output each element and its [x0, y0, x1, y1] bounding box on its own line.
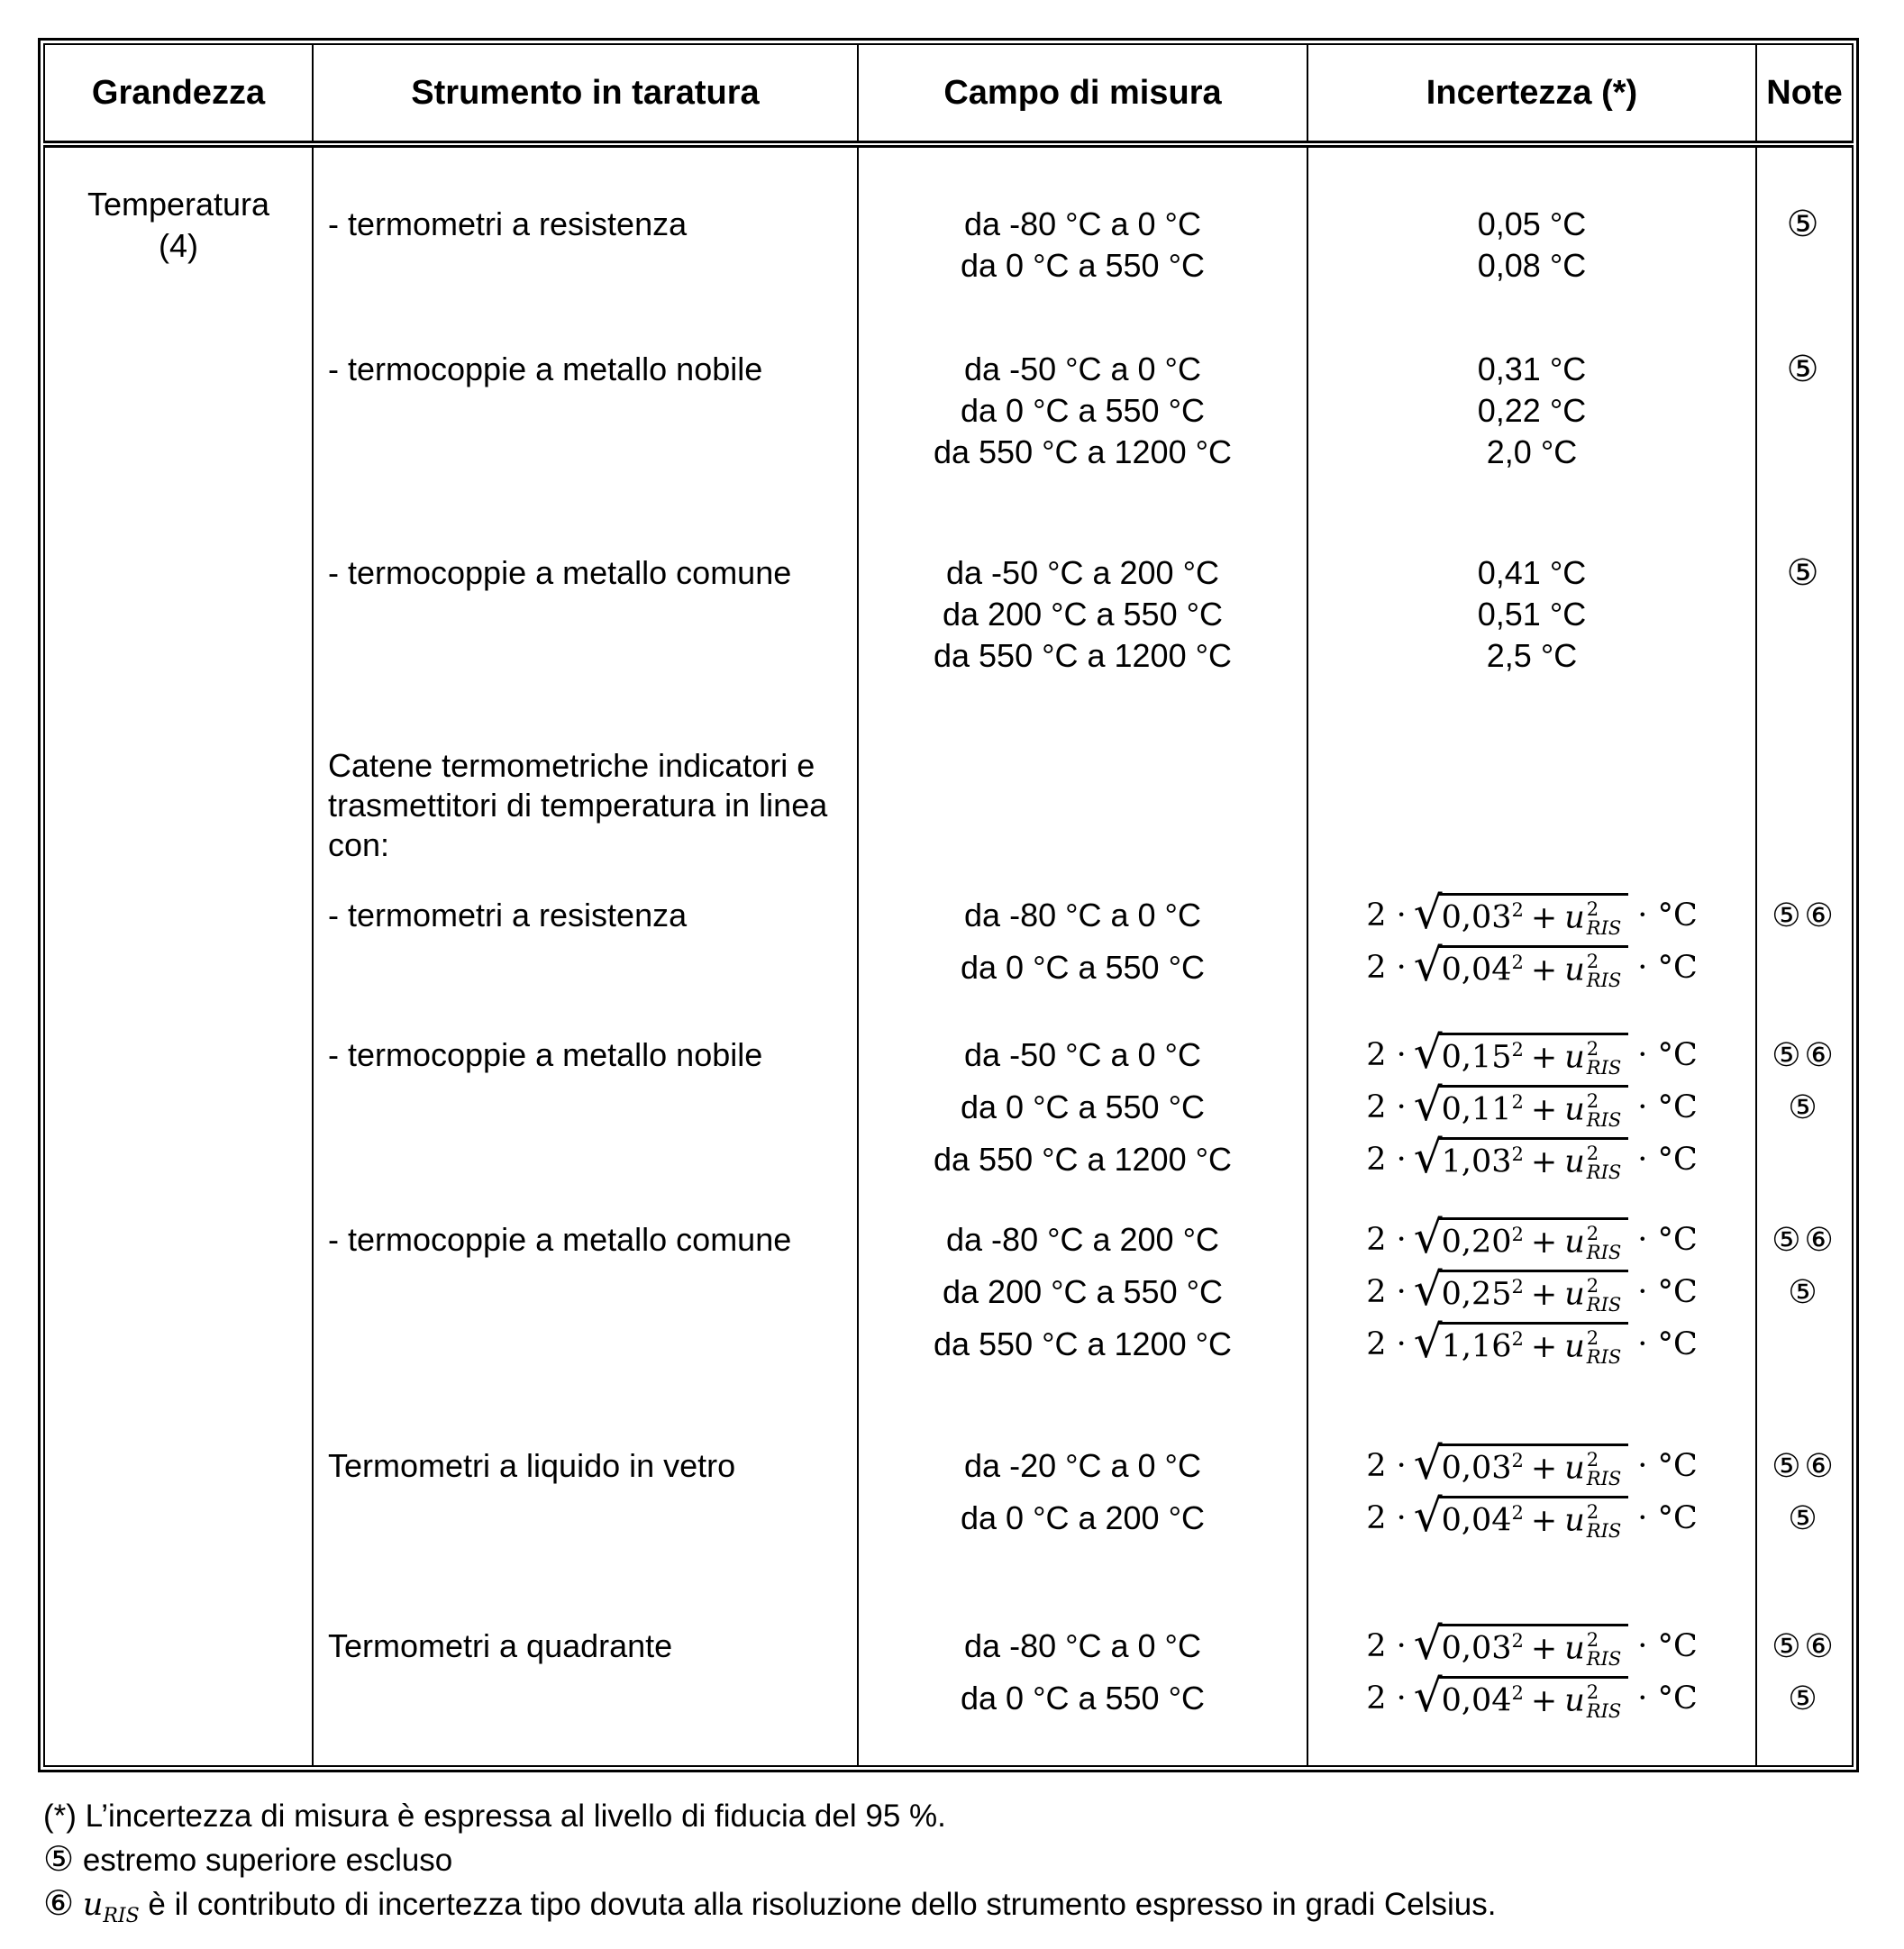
campo-cell — [858, 1212, 1307, 1433]
row-termometri-quadrante — [44, 1613, 1853, 1766]
note-badge: ⑤⑥ — [1772, 1221, 1837, 1258]
note-badge — [1757, 942, 1852, 994]
strumento-cell — [313, 888, 858, 1027]
note-cell — [1756, 347, 1853, 545]
grandezza-ref: (4) — [159, 227, 198, 264]
footnote-6-u-subscript: RIS — [103, 1905, 140, 1927]
note-cell — [1756, 739, 1853, 888]
formula-u-scripts — [1587, 900, 1622, 938]
formula-plus: + — [1530, 1630, 1558, 1667]
radical-sign: √ — [1413, 1617, 1443, 1670]
instrument-label: - termometri a resistenza — [328, 205, 688, 242]
formula-plus: + — [1530, 1091, 1558, 1128]
header-campo: Campo di misura — [858, 44, 1307, 144]
formula-u-exponent: 2 — [1586, 1143, 1599, 1165]
row-catene-termocoppie-nobile — [44, 1027, 1853, 1212]
uncertainty-formula — [1308, 1315, 1755, 1371]
incertezza-cell — [1307, 888, 1756, 1027]
formula-plus: + — [1530, 899, 1558, 936]
formula-u-exponent: 2 — [1586, 1275, 1599, 1298]
row-catene-termometri-resistenza — [44, 888, 1853, 1027]
formula-value: 0,15 — [1441, 1039, 1512, 1076]
strumento-cell — [313, 144, 858, 347]
radicand — [1438, 1085, 1629, 1130]
formula-u-subscript: RIS — [1586, 917, 1622, 940]
formula-u-scripts — [1587, 1092, 1622, 1130]
formula-lead: 2 · — [1366, 1089, 1407, 1125]
uncertainty-formula — [1308, 1436, 1755, 1492]
formula-lead: 2 · — [1366, 1326, 1407, 1362]
footnote-6-text: è il contributo di incertezza tipo dovuta alla risoluzione dello strumento espresso in gradi Celsius. — [148, 1887, 1497, 1922]
formula-u-scripts — [1587, 1225, 1622, 1262]
formula-plus: + — [1530, 1143, 1558, 1180]
value-line: 0,41 °C — [1477, 554, 1587, 591]
incertezza-cell — [1307, 739, 1756, 888]
formula-u-exponent: 2 — [1586, 1449, 1599, 1471]
note-badge — [1757, 1134, 1852, 1186]
range-line: da 0 °C a 550 °C — [961, 247, 1205, 284]
formula-plus: + — [1530, 1502, 1558, 1539]
range-line: da 0 °C a 550 °C — [961, 949, 1205, 986]
radical — [1413, 1210, 1629, 1264]
radicand — [1438, 945, 1629, 990]
formula-exponent: 2 — [1511, 1681, 1524, 1704]
range-line: da 200 °C a 550 °C — [943, 596, 1223, 633]
grandezza-cell — [44, 1212, 313, 1433]
value-line: 0,51 °C — [1477, 596, 1587, 633]
uncertainty-formula — [1308, 938, 1755, 994]
header-incertezza: Incertezza (*) — [1307, 44, 1756, 144]
formula-u: u — [1564, 1224, 1585, 1261]
instrument-label: - termocoppie a metallo comune — [328, 1221, 792, 1258]
radical-sign: √ — [1413, 938, 1443, 991]
instrument-label: Termometri a quadrante — [328, 1627, 673, 1664]
formula-u: u — [1564, 1143, 1585, 1180]
value-line: 0,31 °C — [1477, 351, 1587, 387]
row-termometri-liquido-vetro — [44, 1433, 1853, 1613]
range-line: da 0 °C a 200 °C — [961, 1499, 1205, 1536]
note-badge: ⑤ — [1786, 205, 1823, 244]
strumento-cell — [313, 1212, 858, 1433]
footnote-6-u-symbol: u — [82, 1887, 104, 1923]
instrument-label: Termometri a liquido in vetro — [328, 1447, 736, 1484]
formula-u-exponent: 2 — [1586, 1681, 1599, 1704]
footnote-asterisk: (*) L’incertezza di misura è espressa al livello di fiducia del 95 %. — [43, 1799, 946, 1834]
uncertainty-formula — [1308, 1210, 1755, 1266]
footnote-5-text: estremo superiore escluso — [82, 1843, 453, 1878]
note-cell — [1756, 1613, 1853, 1766]
campo-cell — [858, 1613, 1307, 1766]
strumento-cell — [313, 1027, 858, 1212]
formula-unit: · °C — [1637, 1326, 1698, 1362]
radicand — [1438, 1217, 1629, 1262]
grandezza-cell — [44, 1027, 313, 1212]
uncertainty-formula — [1308, 1489, 1755, 1544]
formula-unit: · °C — [1637, 1089, 1698, 1125]
formula-exponent: 2 — [1511, 1629, 1524, 1652]
radical — [1413, 1130, 1629, 1184]
radical-sign: √ — [1413, 1315, 1443, 1368]
formula-lead: 2 · — [1366, 897, 1407, 934]
note-badge: ⑤ — [1788, 1499, 1821, 1536]
header-strumento: Strumento in taratura — [313, 44, 858, 144]
formula-u-exponent: 2 — [1586, 1223, 1599, 1245]
note-badge: ⑤⑥ — [1772, 1447, 1837, 1484]
radical-sign: √ — [1413, 1436, 1443, 1489]
uncertainty-formula — [1308, 1078, 1755, 1134]
uncertainty-formula — [1308, 886, 1755, 942]
formula-u-exponent: 2 — [1586, 1038, 1599, 1061]
formula-u-subscript: RIS — [1586, 1242, 1622, 1264]
formula-u-scripts — [1587, 1040, 1622, 1078]
formula-lead: 2 · — [1366, 1142, 1407, 1178]
formula-exponent: 2 — [1511, 1501, 1524, 1524]
note-cell — [1756, 888, 1853, 1027]
formula-u-scripts — [1587, 1144, 1622, 1182]
formula-exponent: 2 — [1511, 898, 1524, 921]
range-line: da -80 °C a 0 °C — [964, 897, 1201, 934]
radicand — [1438, 893, 1629, 938]
formula-value: 0,03 — [1441, 1630, 1512, 1667]
formula-lead: 2 · — [1366, 1274, 1407, 1310]
formula-lead: 2 · — [1366, 1628, 1407, 1664]
range-line: da -80 °C a 0 °C — [964, 205, 1201, 242]
grandezza-cell — [44, 739, 313, 888]
value-line: 0,08 °C — [1477, 247, 1587, 284]
radical — [1413, 1078, 1629, 1132]
formula-u: u — [1564, 1682, 1585, 1719]
formula-u-subscript: RIS — [1586, 970, 1622, 992]
row-termocoppie-metallo-comune — [44, 545, 1853, 739]
note-badge: ⑤⑥ — [1772, 897, 1837, 934]
range-line: da -80 °C a 200 °C — [946, 1221, 1219, 1258]
formula-plus: + — [1530, 1224, 1558, 1261]
footnotes — [43, 1795, 1496, 1938]
radical-sign: √ — [1413, 1078, 1443, 1131]
radical — [1413, 1436, 1629, 1490]
formula-lead: 2 · — [1366, 1448, 1407, 1484]
range-line: da 550 °C a 1200 °C — [933, 433, 1232, 470]
note-badge — [1757, 1318, 1852, 1371]
strumento-cell — [313, 1433, 858, 1613]
formula-unit: · °C — [1637, 1628, 1698, 1664]
header-note: Note — [1756, 44, 1853, 144]
formula-u-scripts — [1587, 952, 1622, 990]
formula-value: 0,04 — [1441, 952, 1512, 988]
formula-value: 0,11 — [1441, 1091, 1512, 1128]
radical — [1413, 886, 1629, 940]
formula-u-subscript: RIS — [1586, 1109, 1622, 1132]
radicand — [1438, 1676, 1629, 1721]
formula-plus: + — [1530, 1450, 1558, 1487]
range-line: da -50 °C a 200 °C — [946, 554, 1219, 591]
incertezza-cell — [1307, 1613, 1756, 1766]
range-line: da 0 °C a 550 °C — [961, 1088, 1205, 1125]
formula-unit: · °C — [1637, 1500, 1698, 1536]
formula-value: 0,03 — [1441, 1450, 1512, 1487]
formula-u: u — [1564, 1276, 1585, 1313]
radical-sign: √ — [1413, 1210, 1443, 1263]
header-grandezza: Grandezza — [44, 44, 313, 144]
formula-unit: · °C — [1637, 950, 1698, 986]
formula-exponent: 2 — [1511, 1449, 1524, 1471]
range-line: da -20 °C a 0 °C — [964, 1447, 1201, 1484]
row-catene-termometriche — [44, 739, 1853, 888]
formula-u-scripts — [1587, 1503, 1622, 1541]
formula-u-exponent: 2 — [1586, 1501, 1599, 1524]
formula-u-subscript: RIS — [1586, 1294, 1622, 1316]
footnote-6-marker: ⑥ — [43, 1885, 75, 1923]
strumento-cell — [313, 347, 858, 545]
radical — [1413, 1025, 1629, 1079]
instrument-group-label: Catene termometriche indicatori e trasmettitori di temperatura in linea con: — [328, 747, 828, 863]
value-line: 2,0 °C — [1486, 433, 1578, 470]
instrument-label: - termocoppie a metallo comune — [328, 554, 792, 591]
radicand — [1438, 1137, 1629, 1182]
formula-lead: 2 · — [1366, 1500, 1407, 1536]
note-badge: ⑤ — [1786, 553, 1823, 593]
row-termometri-a-resistenza — [44, 144, 1853, 347]
formula-value: 0,20 — [1441, 1224, 1512, 1261]
incertezza-cell — [1307, 144, 1756, 347]
note-badge: ⑤ — [1786, 350, 1823, 389]
formula-unit: · °C — [1637, 1142, 1698, 1178]
uncertainty-formula — [1308, 1262, 1755, 1318]
radical — [1413, 938, 1629, 992]
incertezza-cell — [1307, 1027, 1756, 1212]
formula-u-subscript: RIS — [1586, 1700, 1622, 1723]
radical-sign: √ — [1413, 1262, 1443, 1316]
formula-u-subscript: RIS — [1586, 1648, 1622, 1671]
incertezza-cell — [1307, 1433, 1756, 1613]
formula-unit: · °C — [1637, 1037, 1698, 1073]
range-line: da -80 °C a 0 °C — [964, 1627, 1201, 1664]
formula-lead: 2 · — [1366, 950, 1407, 986]
radical — [1413, 1489, 1629, 1543]
formula-u-scripts — [1587, 1277, 1622, 1315]
radicand — [1438, 1624, 1629, 1669]
formula-u-scripts — [1587, 1329, 1622, 1367]
formula-plus: + — [1530, 1276, 1558, 1313]
radicand — [1438, 1444, 1629, 1489]
note-cell — [1756, 144, 1853, 347]
formula-u-exponent: 2 — [1586, 1629, 1599, 1652]
radical-sign: √ — [1413, 1669, 1443, 1722]
formula-value: 1,16 — [1441, 1328, 1512, 1365]
uncertainty-formula — [1308, 1130, 1755, 1186]
formula-u-exponent: 2 — [1586, 951, 1599, 973]
grandezza-cell — [44, 545, 313, 739]
footnote-5-marker: ⑤ — [43, 1841, 75, 1879]
formula-u: u — [1564, 1502, 1585, 1539]
formula-u-subscript: RIS — [1586, 1161, 1622, 1184]
range-line: da 550 °C a 1200 °C — [933, 637, 1232, 674]
campo-cell — [858, 347, 1307, 545]
row-termocoppie-metallo-nobile — [44, 347, 1853, 545]
formula-exponent: 2 — [1511, 1327, 1524, 1350]
formula-u: u — [1564, 1039, 1585, 1076]
calibration-table-border — [38, 38, 1859, 1772]
formula-unit: · °C — [1637, 1222, 1698, 1258]
formula-u: u — [1564, 1450, 1585, 1487]
incertezza-cell — [1307, 1212, 1756, 1433]
radicand — [1438, 1322, 1629, 1367]
range-line: da 200 °C a 550 °C — [943, 1273, 1223, 1310]
value-line: 2,5 °C — [1486, 637, 1578, 674]
strumento-cell — [313, 1613, 858, 1766]
instrument-label: - termocoppie a metallo nobile — [328, 1036, 763, 1073]
grandezza-cell — [44, 1433, 313, 1613]
instrument-label: - termocoppie a metallo nobile — [328, 351, 763, 387]
note-badge: ⑤ — [1788, 1273, 1821, 1310]
footnote-5 — [43, 1838, 1496, 1882]
formula-u-subscript: RIS — [1586, 1346, 1622, 1369]
radical-sign: √ — [1413, 1489, 1443, 1542]
formula-value: 0,25 — [1441, 1276, 1512, 1313]
formula-u-subscript: RIS — [1586, 1057, 1622, 1079]
formula-u: u — [1564, 1328, 1585, 1365]
strumento-cell — [313, 545, 858, 739]
formula-u-subscript: RIS — [1586, 1468, 1622, 1490]
strumento-cell — [313, 739, 858, 888]
grandezza-cell — [44, 888, 313, 1027]
radical — [1413, 1262, 1629, 1316]
campo-cell — [858, 545, 1307, 739]
formula-plus: + — [1530, 1039, 1558, 1076]
row-catene-termocoppie-comune — [44, 1212, 1853, 1433]
formula-u-exponent: 2 — [1586, 1090, 1599, 1113]
formula-value: 0,03 — [1441, 899, 1512, 936]
formula-unit: · °C — [1637, 897, 1698, 934]
formula-unit: · °C — [1637, 1274, 1698, 1310]
note-cell — [1756, 1027, 1853, 1212]
grandezza-name: Temperatura — [87, 186, 270, 223]
uncertainty-formula — [1308, 1669, 1755, 1725]
range-line: da -50 °C a 0 °C — [964, 1036, 1201, 1073]
formula-value: 0,04 — [1441, 1682, 1512, 1719]
radical — [1413, 1315, 1629, 1369]
radical-sign: √ — [1413, 1130, 1443, 1183]
formula-unit: · °C — [1637, 1448, 1698, 1484]
note-cell — [1756, 545, 1853, 739]
campo-cell — [858, 1433, 1307, 1613]
formula-u-exponent: 2 — [1586, 898, 1599, 921]
campo-cell — [858, 739, 1307, 888]
instrument-label: - termometri a resistenza — [328, 897, 688, 934]
formula-u-scripts — [1587, 1683, 1622, 1721]
formula-unit: · °C — [1637, 1680, 1698, 1717]
formula-exponent: 2 — [1511, 951, 1524, 973]
formula-u-scripts — [1587, 1631, 1622, 1669]
formula-plus: + — [1530, 1328, 1558, 1365]
formula-u: u — [1564, 1091, 1585, 1128]
radical — [1413, 1669, 1629, 1723]
formula-lead: 2 · — [1366, 1037, 1407, 1073]
radicand — [1438, 1033, 1629, 1078]
formula-u: u — [1564, 952, 1585, 988]
note-badge: ⑤⑥ — [1772, 1627, 1837, 1664]
radical-sign: √ — [1413, 1025, 1443, 1079]
note-badge: ⑤ — [1788, 1680, 1821, 1717]
range-line: da 550 °C a 1200 °C — [933, 1141, 1232, 1178]
formula-value: 0,04 — [1441, 1502, 1512, 1539]
grandezza-cell — [44, 1613, 313, 1766]
range-line: da 0 °C a 550 °C — [961, 1680, 1205, 1717]
formula-u: u — [1564, 899, 1585, 936]
radicand — [1438, 1496, 1629, 1541]
formula-lead: 2 · — [1366, 1680, 1407, 1717]
formula-exponent: 2 — [1511, 1275, 1524, 1298]
campo-cell — [858, 144, 1307, 347]
radical — [1413, 1617, 1629, 1671]
grandezza-cell — [44, 144, 313, 347]
formula-plus: + — [1530, 952, 1558, 988]
formula-u-exponent: 2 — [1586, 1327, 1599, 1350]
radical-sign: √ — [1413, 886, 1443, 939]
formula-exponent: 2 — [1511, 1038, 1524, 1061]
formula-u: u — [1564, 1630, 1585, 1667]
formula-exponent: 2 — [1511, 1143, 1524, 1165]
incertezza-cell — [1307, 545, 1756, 739]
formula-u-scripts — [1587, 1451, 1622, 1489]
radicand — [1438, 1270, 1629, 1315]
uncertainty-formula — [1308, 1617, 1755, 1672]
campo-cell — [858, 1027, 1307, 1212]
formula-value: 1,03 — [1441, 1143, 1512, 1180]
value-line: 0,22 °C — [1477, 392, 1587, 429]
note-badge: ⑤ — [1788, 1088, 1821, 1125]
range-line: da 0 °C a 550 °C — [961, 392, 1205, 429]
formula-exponent: 2 — [1511, 1223, 1524, 1245]
formula-plus: + — [1530, 1682, 1558, 1719]
calibration-table — [43, 43, 1854, 1767]
note-cell — [1756, 1212, 1853, 1433]
range-line: da 550 °C a 1200 °C — [933, 1325, 1232, 1362]
incertezza-cell — [1307, 347, 1756, 545]
header-row — [44, 44, 1853, 144]
uncertainty-formula — [1308, 1025, 1755, 1081]
footnote-6 — [43, 1882, 1496, 1938]
campo-cell — [858, 888, 1307, 1027]
grandezza-cell — [44, 347, 313, 545]
formula-u-subscript: RIS — [1586, 1520, 1622, 1543]
range-line: da -50 °C a 0 °C — [964, 351, 1201, 387]
note-cell — [1756, 1433, 1853, 1613]
formula-lead: 2 · — [1366, 1222, 1407, 1258]
value-line: 0,05 °C — [1477, 205, 1587, 242]
formula-exponent: 2 — [1511, 1090, 1524, 1113]
note-badge: ⑤⑥ — [1772, 1036, 1837, 1073]
